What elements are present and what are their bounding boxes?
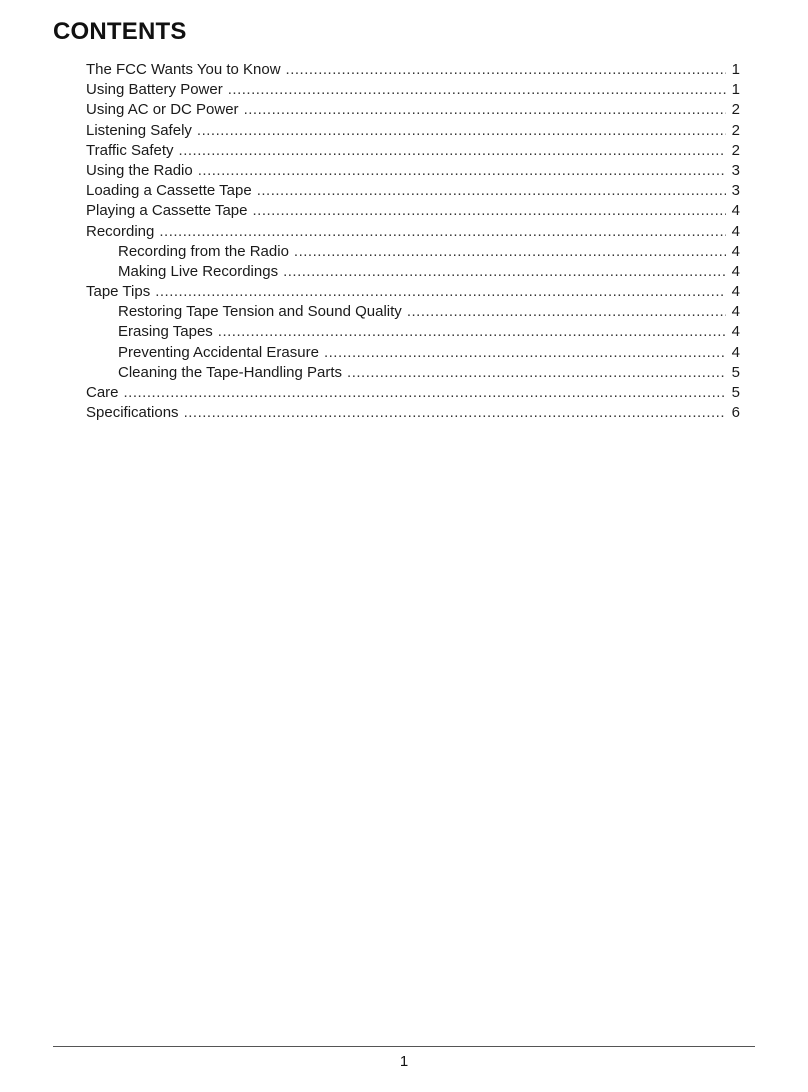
toc-entry[interactable]	[86, 383, 740, 403]
toc-entry-page: 4	[731, 303, 740, 321]
toc-entry[interactable]	[86, 282, 740, 302]
toc-dot-leader	[257, 181, 726, 201]
toc-dot-leader	[324, 343, 726, 363]
toc-entry-page: 5	[731, 363, 740, 381]
toc-entry[interactable]	[86, 242, 740, 262]
toc-entry-title: Playing a Cassette Tape	[86, 202, 248, 220]
toc-entry-title: Cleaning the Tape-Handling Parts	[118, 363, 343, 381]
toc-entry-page: 4	[731, 283, 740, 301]
page-title: CONTENTS	[53, 18, 187, 45]
toc-entry-title: Making Live Recordings	[118, 262, 279, 280]
toc-entry[interactable]	[86, 161, 740, 181]
toc-dot-leader	[286, 60, 726, 80]
toc-dot-leader	[197, 121, 726, 141]
toc-dot-leader	[347, 363, 726, 383]
toc-entry[interactable]	[86, 80, 740, 100]
toc-dot-leader	[283, 262, 726, 282]
toc-entry-page: 2	[731, 101, 740, 119]
toc-entry-title: Listening Safely	[86, 121, 192, 139]
toc-entry[interactable]	[86, 343, 740, 363]
toc-entry-page: 2	[731, 121, 740, 139]
toc-entry-title: Specifications	[86, 404, 179, 422]
toc-entry[interactable]	[86, 60, 740, 80]
toc-entry-title: Tape Tips	[86, 283, 151, 301]
toc-entry-title: Loading a Cassette Tape	[86, 182, 252, 200]
toc-entry[interactable]	[86, 100, 740, 120]
toc-dot-leader	[159, 222, 726, 242]
toc-entry-page: 4	[731, 343, 740, 361]
toc-entry-page: 3	[731, 161, 740, 179]
toc-entry[interactable]	[86, 201, 740, 221]
toc-entry-title: Restoring Tape Tension and Sound Quality	[118, 303, 402, 321]
toc-entry-page: 4	[731, 222, 740, 240]
toc-dot-leader	[198, 161, 726, 181]
toc-entry-title: Preventing Accidental Erasure	[118, 343, 319, 361]
toc-entry-title: The FCC Wants You to Know	[86, 61, 281, 78]
toc-dot-leader	[294, 242, 726, 262]
toc-entry-title: Using Battery Power	[86, 81, 223, 99]
toc-entry-page: 4	[731, 202, 740, 220]
toc-entry[interactable]	[86, 141, 740, 161]
toc-dot-leader	[244, 100, 726, 120]
toc-entry[interactable]	[86, 262, 740, 282]
toc-entry-title: Using AC or DC Power	[86, 101, 239, 119]
toc-entry[interactable]	[86, 222, 740, 242]
footer-divider	[53, 1046, 755, 1047]
toc-entry-title: Traffic Safety	[86, 141, 174, 159]
toc-entry-page: 5	[731, 384, 740, 401]
toc-entry-title: Recording	[86, 222, 155, 240]
page-number: 1	[399, 1053, 409, 1070]
toc-entry[interactable]	[86, 322, 740, 342]
toc-entry[interactable]	[86, 181, 740, 201]
table-of-contents	[86, 60, 740, 423]
toc-entry-page: 1	[731, 81, 740, 99]
toc-entry-title: Erasing Tapes	[118, 323, 213, 341]
toc-entry[interactable]	[86, 302, 740, 322]
toc-entry-page: 4	[731, 242, 740, 260]
toc-dot-leader	[407, 302, 726, 322]
toc-entry-page: 1	[731, 61, 740, 78]
toc-entry-page: 3	[731, 182, 740, 200]
toc-entry-title: Using the Radio	[86, 161, 193, 179]
toc-dot-leader	[184, 403, 726, 423]
toc-entry[interactable]	[86, 121, 740, 141]
toc-entry-page: 4	[731, 262, 740, 280]
toc-entry-title: Recording from the Radio	[118, 242, 289, 260]
toc-entry-page: 4	[731, 323, 740, 341]
toc-dot-leader	[228, 80, 726, 100]
toc-entry-title: Care	[86, 384, 119, 401]
toc-entry-page: 6	[731, 404, 740, 422]
toc-entry-page: 2	[731, 141, 740, 159]
toc-dot-leader	[218, 322, 726, 342]
toc-entry[interactable]	[86, 403, 740, 423]
toc-dot-leader	[253, 201, 727, 221]
toc-entry[interactable]	[86, 363, 740, 383]
toc-dot-leader	[124, 383, 726, 403]
toc-dot-leader	[179, 141, 726, 161]
toc-dot-leader	[155, 282, 726, 302]
